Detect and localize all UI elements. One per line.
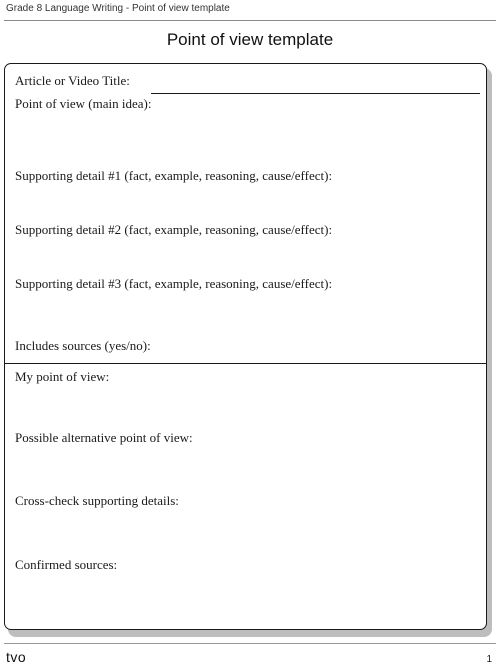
supporting-detail-3-label: Supporting detail #3 (fact, example, reasoning, cause/effect): (15, 276, 333, 291)
article-title-label: Article or Video Title: (15, 73, 130, 88)
section-divider (5, 363, 486, 364)
confirmed-sources-label: Confirmed sources: (15, 557, 118, 572)
includes-sources-label: Includes sources (yes/no): (15, 338, 151, 353)
cross-check-label: Cross-check supporting details: (15, 493, 179, 508)
tvo-logo: tvo (6, 649, 27, 665)
alternative-point-of-view-label: Possible alternative point of view: (15, 430, 193, 445)
main-idea-label: Point of view (main idea): (15, 96, 152, 111)
my-point-of-view-label: My point of view: (15, 369, 110, 384)
header-rule (4, 20, 496, 21)
running-header: Grade 8 Language Writing - Point of view template (6, 3, 230, 14)
page-title: Point of view template (166, 30, 334, 49)
form-card (4, 63, 487, 630)
supporting-detail-1-label: Supporting detail #1 (fact, example, reasoning, cause/effect): (15, 168, 333, 183)
supporting-detail-2-label: Supporting detail #2 (fact, example, reasoning, cause/effect): (15, 222, 333, 237)
article-title-line (151, 93, 480, 94)
page-number: 1 (486, 654, 492, 665)
footer-rule (4, 643, 496, 644)
